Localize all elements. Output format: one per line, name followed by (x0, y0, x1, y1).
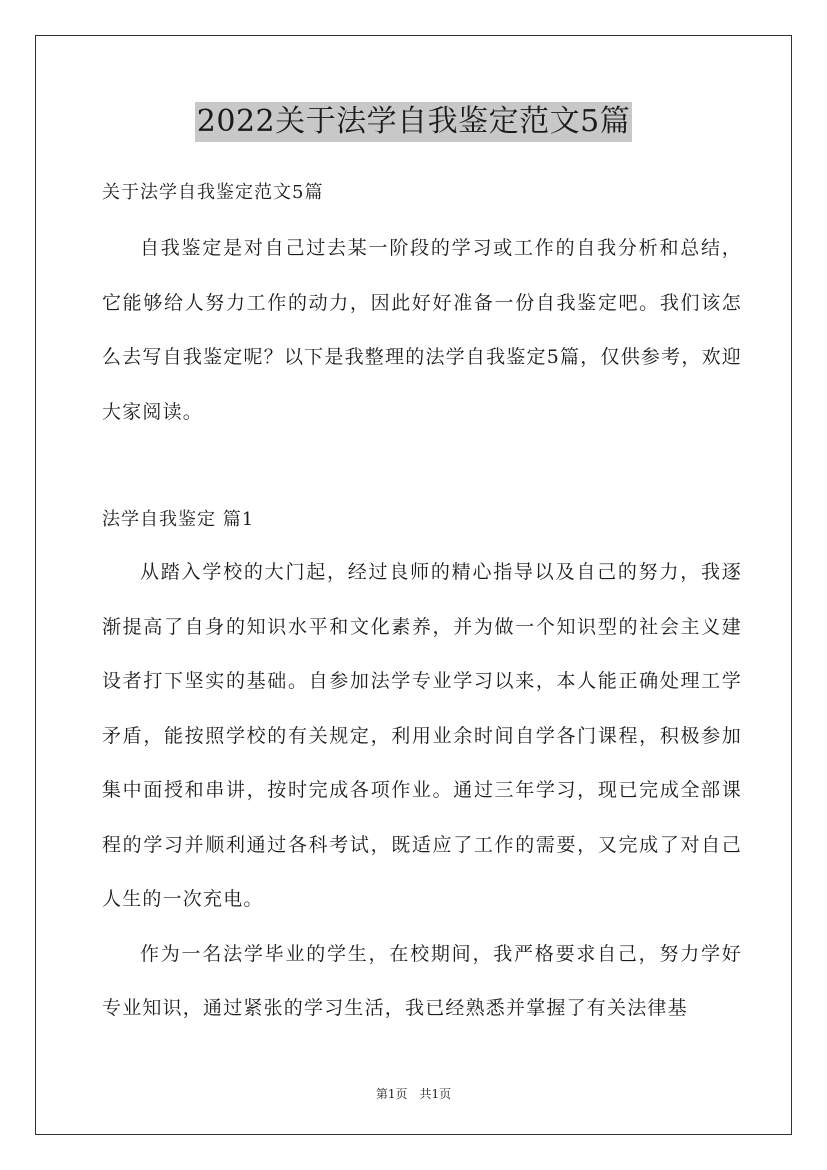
section-heading: 法学自我鉴定 篇1 (102, 509, 255, 530)
body-paragraph: 作为一名法学毕业的学生，在校期间，我严格要求自己，努力学好专业知识，通过紧张的学习生活，我已经熟悉并掌握了有关法律基 (102, 942, 742, 1019)
document-title-text: 2022关于法学自我鉴定范文5篇 (195, 102, 632, 142)
document-subtitle: 关于法学自我鉴定范文5篇 (102, 182, 324, 203)
section-body (102, 545, 742, 1036)
page-number-footer: 第1页 共1页 (375, 1087, 452, 1101)
intro-section (102, 221, 742, 439)
body-paragraph: 从踏入学校的大门起，经过良师的精心指导以及自己的努力，我逐渐提高了自身的知识水平和文化素养，并为做一个知识型的社会主义建设者打下坚实的基础。自参加法学专业学习以来，本人能正确处理工学矛盾，能按照学校的有关规定，利用业余时间自学各门课程，积极参加集中面授和串讲，按时完成各项作业。通过三年学习，现已完成全部课程的学习并顺利通过各科考试，既适应了工作的需要，又完成了对自己人生的一次充电。 (102, 561, 742, 910)
document-title (0, 102, 827, 146)
intro-paragraph: 自我鉴定是对自己过去某一阶段的学习或工作的自我分析和总结，它能够给人努力工作的动力，因此好好准备一份自我鉴定吧。我们该怎么去写自我鉴定呢？以下是我整理的法学自我鉴定5篇，仅供参考，欢迎大家阅读。 (102, 237, 742, 423)
